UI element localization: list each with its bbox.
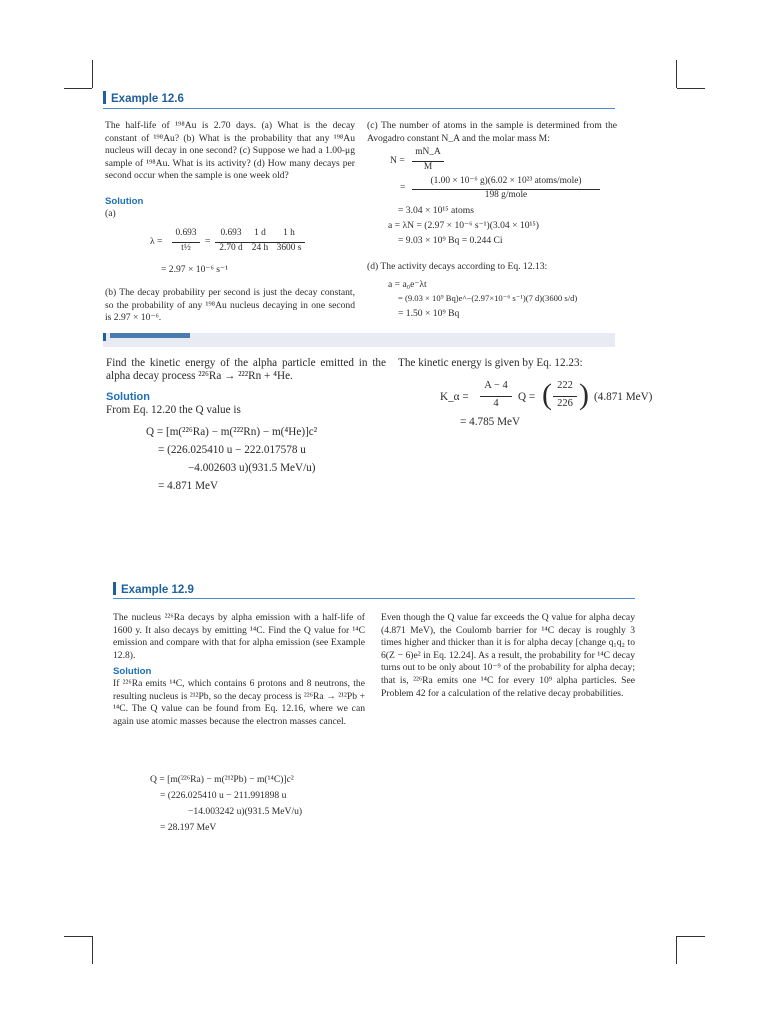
crop-mark	[676, 60, 677, 88]
lambda-num-3: 1 d	[254, 228, 266, 238]
ke-result: = 4.785 MeV	[460, 416, 521, 428]
example-title: Example 12.9	[121, 584, 194, 596]
right-paren: )	[579, 378, 589, 411]
header-bar	[103, 91, 106, 104]
lambda-num-2: 0.693	[220, 228, 242, 238]
lambda-result: = 2.97 × 10⁻⁶ s⁻¹	[161, 264, 228, 275]
ex129-discussion: Even though the Q value far exceeds the Q value for alpha decay (4.871 MeV), the Coulomb barrier for ¹⁴C decay is roughly 3 times higher and thicker than it is for alpha decay [change q₁q₂ to 6(Z − 6)e² in Eq. 12.24]. As a result, the probability for ¹⁴C decay turns out to be only about 10⁻⁹ of the probability for alpha decay; that is, ²²⁶Ra emits one ¹⁴C for every 10⁹ alpha particles. See Problem 42 for a calculation of the relative decay probabilities.	[381, 612, 635, 699]
n-eq: =	[400, 182, 406, 193]
solution-label: Solution	[105, 196, 144, 207]
lambda-den-3: 24 h	[251, 243, 269, 253]
ke-den: 4	[493, 398, 499, 409]
lambda-den-2: 2.70 d	[219, 243, 243, 253]
n-result: = 3.04 × 10¹⁵ atoms	[398, 205, 474, 216]
crop-mark	[677, 936, 705, 937]
ke-num-2: 222	[557, 380, 573, 391]
q-line-1: Q = [m(²²⁶Ra) − m(²¹²Pb) − m(¹⁴C)]c²	[150, 774, 294, 785]
header-bar	[113, 582, 116, 595]
ex129-solution: If ²²⁶Ra emits ¹⁴C, which contains 6 protons and 8 neutrons, the resulting nucleus is ²¹²Pb, so the decay process is ²²⁶Ra → ²¹²Pb + ¹⁴C. The Q value can be found from Eq. 12.16, where we can again use atomic masses because the electron masses cancel.	[113, 678, 365, 727]
crop-mark	[64, 88, 92, 89]
crop-mark	[92, 60, 93, 88]
ke-num: A − 4	[484, 380, 508, 391]
crop-mark	[677, 88, 705, 89]
header-rule	[113, 598, 635, 599]
lambda-den-1: t½	[181, 243, 191, 253]
n-num-2: (1.00 × 10⁻⁶ g)(6.02 × 10²³ atoms/mole)	[430, 176, 582, 186]
ex126-question: The half-life of ¹⁹⁸Au is 2.70 days. (a) What is the decay constant of ¹⁹⁸Au? (b) What is the probability that any ¹⁹⁸Au nucleus will decay in one second? (c) Suppose we had a 1.00-μg sample of ¹⁹⁸Au. What is its activity? (d) How many decays per second occur when the sample is one week old?	[105, 120, 355, 182]
ex126-part-b: (b) The decay probability per second is just the decay constant, so the probability of any ¹⁹⁸Au nucleus decaying in one second is 2.97 × 10⁻⁶.	[105, 287, 355, 324]
q-line-4: = 4.871 MeV	[158, 480, 219, 492]
fraction-line	[553, 396, 577, 397]
lambda-den-4: 3600 s	[276, 243, 302, 253]
crop-mark	[64, 936, 92, 937]
ke-den-2: 226	[557, 398, 573, 409]
mid-question: Find the kinetic energy of the alpha particle emitted in the alpha decay process ²²⁶Ra → ²²²Rn + ⁴He.	[106, 357, 386, 383]
decay-line-1: a = a₀e⁻λt	[388, 279, 427, 290]
q-line-2: = (226.025410 u − 222.017578 u	[158, 444, 306, 456]
n-lhs: N =	[390, 155, 405, 166]
solution-label: Solution	[106, 391, 150, 403]
from-eq-text: From Eq. 12.20 the Q value is	[106, 404, 241, 416]
activity-line-2: = 9.03 × 10⁹ Bq = 0.244 Ci	[398, 235, 503, 246]
part-a-label: (a)	[105, 208, 116, 219]
crop-mark	[92, 936, 93, 964]
equals-sign: =	[205, 236, 211, 247]
ke-tail: (4.871 MeV)	[594, 391, 653, 403]
q-line-3: −14.003242 u)(931.5 MeV/u)	[188, 806, 303, 817]
crop-mark	[676, 936, 677, 964]
activity-line-1: a = λN = (2.97 × 10⁻⁶ s⁻¹)(3.04 × 10¹⁵)	[388, 220, 539, 231]
q-line-2: = (226.025410 u − 211.991898 u	[160, 790, 287, 801]
ex126-part-c: (c) The number of atoms in the sample is determined from the Avogadro constant N_A and the molar mass M:	[367, 120, 617, 144]
lambda-num-1: 0.693	[175, 228, 197, 238]
example-12-6-header	[103, 91, 184, 105]
lambda-num-4: 1 h	[283, 228, 295, 238]
n-den: M	[423, 162, 433, 172]
example-title: Example 12.6	[111, 93, 184, 105]
ke-lhs: K_α =	[440, 391, 469, 403]
cutoff-header-bar	[103, 333, 106, 341]
left-paren: (	[542, 378, 552, 411]
n-den-2: 198 g/mole	[484, 190, 528, 200]
ex126-part-d: (d) The activity decays according to Eq. 12.13:	[367, 261, 548, 272]
q-line-1: Q = [m(²²⁶Ra) − m(²²²Rn) − m(⁴He)]c²	[146, 426, 318, 438]
example-12-9-header	[113, 582, 194, 596]
q-line-4: = 28.197 MeV	[160, 822, 217, 833]
n-num: mN_A	[415, 147, 441, 157]
ke-q: Q =	[518, 391, 536, 403]
ex129-question: The nucleus ²²⁶Ra decays by alpha emission with a half-life of 1600 y. It also decays by emitting ¹⁴C. Find the Q value for ¹⁴C emission and compare with that for alpha emission (see Example 12.8).	[113, 612, 365, 661]
header-rule	[103, 108, 615, 109]
ke-intro: The kinetic energy is given by Eq. 12.23:	[398, 357, 583, 369]
solution-label: Solution	[113, 666, 152, 677]
lambda-lhs: λ =	[150, 236, 163, 247]
decay-line-2: = (9.03 × 10⁹ Bq)e^−(2.97×10⁻⁶ s⁻¹)(7 d)(3600 s/d)	[398, 293, 578, 303]
cutoff-header-fragment	[110, 333, 190, 338]
decay-line-3: = 1.50 × 10⁹ Bq	[398, 308, 460, 319]
q-line-3: −4.002603 u)(931.5 MeV/u)	[188, 462, 316, 474]
fraction-line	[480, 396, 512, 397]
